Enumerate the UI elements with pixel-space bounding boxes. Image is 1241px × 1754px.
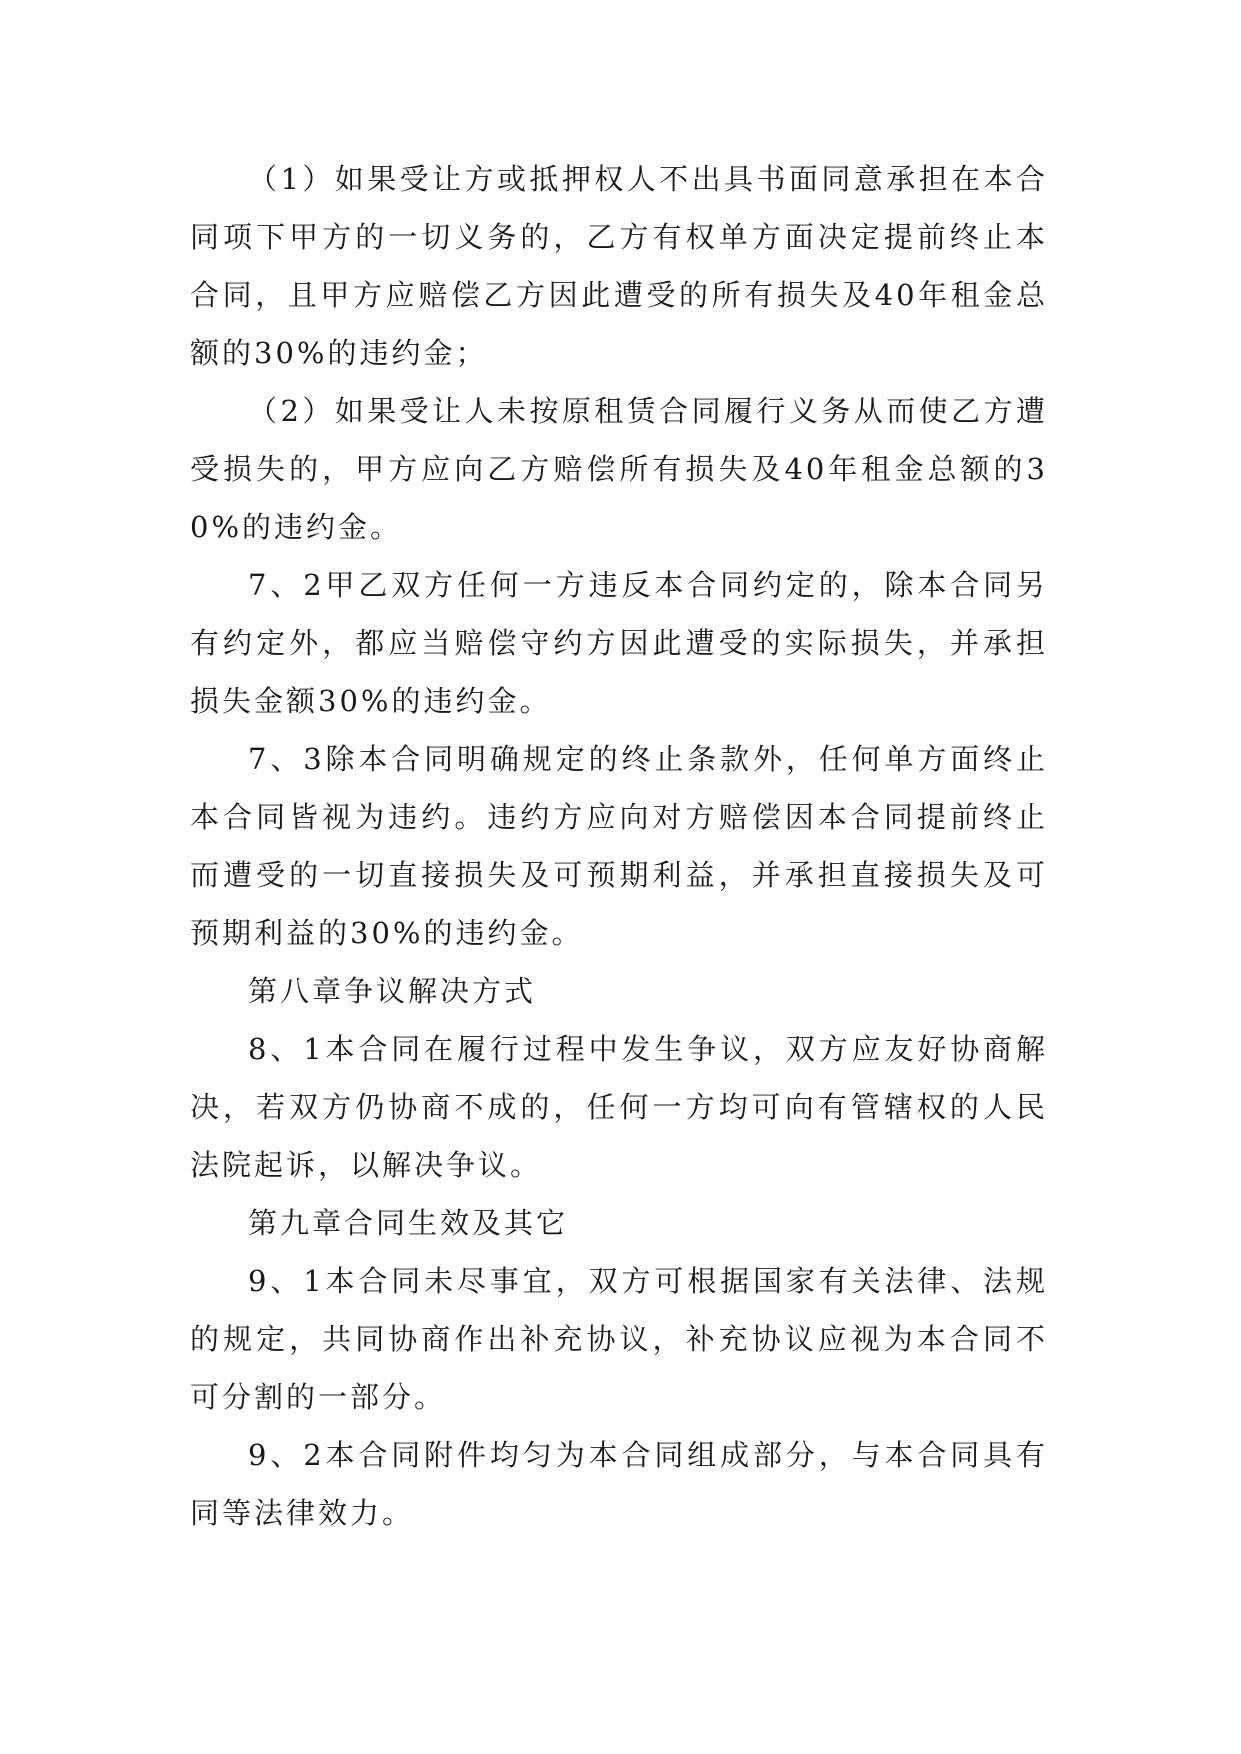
clause-7-3: 7、3除本合同明确规定的终止条款外，任何单方面终止本合同皆视为违约。违约方应向对方赔偿因本合同提前终止而遭受的一切直接损失及可预期利益，并承担直接损失及可预期利益的30%的违约金。 (190, 742, 1048, 950)
chapter-9-heading: 第九章合同生效及其它 (248, 1206, 569, 1240)
clause-9-2: 9、2本合同附件均匀为本合同组成部分，与本合同具有同等法律效力。 (190, 1438, 1048, 1530)
clause-8-1: 8、1本合同在履行过程中发生争议，双方应友好协商解决，若双方仍协商不成的，任何一方均可向有管辖权的人民法院起诉，以解决争议。 (190, 1032, 1048, 1182)
clause-9-1: 9、1本合同未尽事宜，双方可根据国家有关法律、法规的规定，共同协商作出补充协议，补充协议应视为本合同不可分割的一部分。 (190, 1264, 1048, 1414)
clause-7-1-item-1: （1）如果受让方或抵押权人不出具书面同意承担在本合同项下甲方的一切义务的，乙方有权单方面决定提前终止本合同，且甲方应赔偿乙方因此遭受的所有损失及40年租金总额的30%的违约金； (190, 162, 1048, 370)
chapter-8-heading: 第八章争议解决方式 (248, 974, 537, 1008)
document-body (190, 150, 1048, 1542)
clause-7-1-item-2: （2）如果受让人未按原租赁合同履行义务从而使乙方遭受损失的，甲方应向乙方赔偿所有损失及40年租金总额的30%的违约金。 (190, 394, 1048, 544)
clause-7-2: 7、2甲乙双方任何一方违反本合同约定的，除本合同另有约定外，都应当赔偿守约方因此遭受的实际损失，并承担损失金额30%的违约金。 (190, 568, 1048, 718)
